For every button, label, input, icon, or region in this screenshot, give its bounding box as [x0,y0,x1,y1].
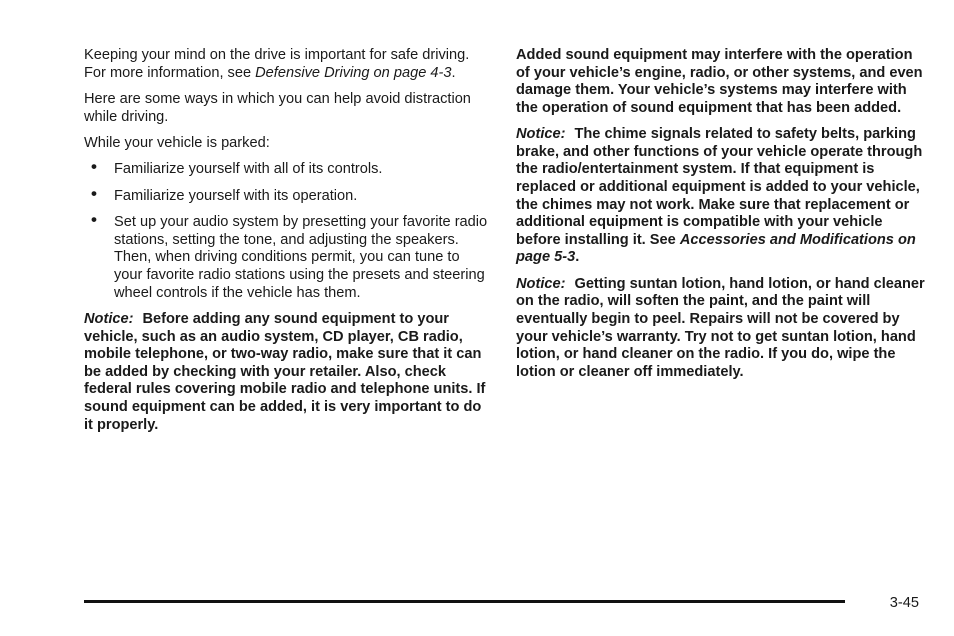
chime-notice [516,126,928,267]
interference-paragraph: Added sound equipment may interfere with the operation of your vehicle’s engine, radio, or other systems, and even damage them. Your vehicle’s systems may interfere with the operation of sound equipment that has been added. [516,47,923,116]
list-item-text: Set up your audio system by presetting your favorite radio stations, setting the tone, and adjusting the speakers. Then, when driving conditions permit, you can tune to your favorite radio stations using the presets and steering wheel controls if the vehicle has them. [114,214,488,301]
notice-label: Notice: [516,275,566,292]
bullet-icon: • [91,183,97,203]
accessories-reference: Accessories and Modifications on page 5-3 [516,231,916,266]
notice-end: . [575,249,580,266]
footer-rule [84,600,845,603]
defensive-driving-reference: Defensive Driving on page 4-3 [255,64,452,81]
parked-paragraph: While your vehicle is parked: [84,134,270,151]
notice-label: Notice: [516,126,566,143]
notice-text: The chime signals related to safety belts, parking brake, and other functions of your vehicle operate through the radio/entertainment system. If that equipment is replaced or additional equipment is added to your vehicle, the chimes may not work. Make sure that replacement or additional equipment is compatible with your vehicle before installing it. See [516,126,923,248]
intro-text: Keeping your mind on the drive is important for safe driving. For more information, see [84,47,470,81]
page-number: 3-45 [889,595,919,611]
right-column [516,47,928,390]
bullet-icon: • [91,210,97,230]
intro-paragraph [84,47,488,82]
bullet-icon: • [91,157,97,177]
sound-equipment-notice [84,311,488,434]
avoid-distraction-paragraph: Here are some ways in which you can help avoid distraction while driving. [84,90,471,125]
list-item [84,210,488,302]
list-item-text: Familiarize yourself with its operation. [114,187,358,204]
lotion-notice [516,276,928,382]
notice-text: Getting suntan lotion, hand lotion, or hand cleaner on the radio, will soften the paint, and the paint will eventually begin to peel. Repairs will not be covered by your vehicle’s warranty. Try not to get suntan lotion, hand lotion, or hand cleaner on the radio. If you do, wipe the lotion or cleaner off immediately. [516,275,925,380]
left-column [84,47,488,443]
notice-label: Notice: [84,311,134,328]
list-item [84,157,488,179]
notice-text: Before adding any sound equipment to your vehicle, such as an audio system, CD player, CB radio, mobile telephone, or two-way radio, make sure that it can be added by checking with your retailer. Also, check federal rules covering mobile radio and telephone units. If sound equipment can be added, it is very important to do it properly. [84,311,486,433]
intro-end: . [451,64,456,81]
parked-tips-list [84,157,488,302]
list-item [84,183,488,206]
list-item-text: Familiarize yourself with all of its controls. [114,161,383,178]
